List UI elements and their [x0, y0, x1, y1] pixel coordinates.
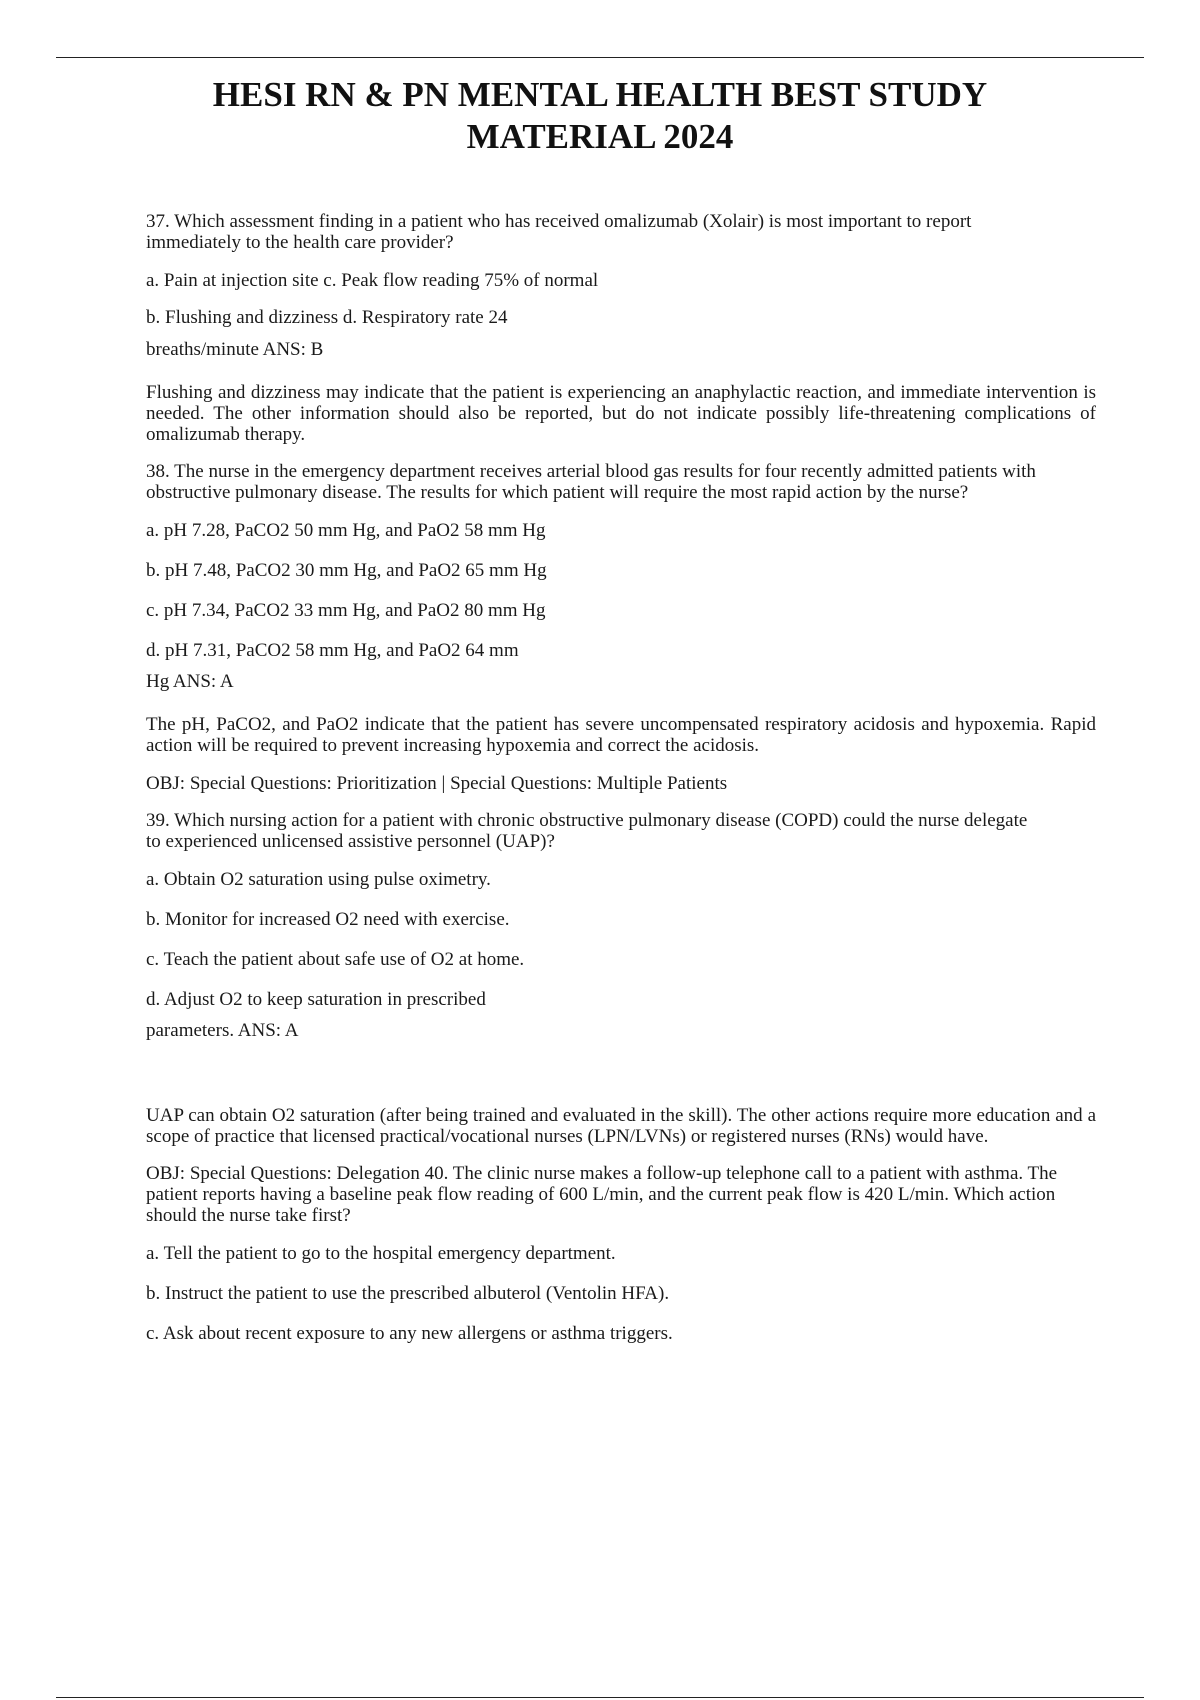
bottom-rule [56, 1697, 1144, 1698]
q40-question: OBJ: Special Questions: Delegation 40. The clinic nurse makes a follow-up telephone call to a patient with asthma. The patient reports having a baseline peak flow reading of 600 L/min, and the current peak flow is 420 L/min. Which action should the nurse take first? [146, 1163, 1058, 1226]
q38-option-d: d. pH 7.31, PaCO2 58 mm Hg, and PaO2 64 mm [146, 640, 519, 661]
q39-rationale: UAP can obtain O2 saturation (after being trained and evaluated in the skill). The other actions require more education and a scope of practice that licensed practical/vocational nurses (LPN/LVNs) or registered nurses (RNs) would have. [146, 1105, 1096, 1147]
q38-option-d-cont: Hg ANS: A [146, 671, 234, 692]
q38-option-b: b. pH 7.48, PaCO2 30 mm Hg, and PaO2 65 mm Hg [146, 560, 547, 581]
q39-option-b: b. Monitor for increased O2 need with exercise. [146, 909, 510, 930]
q38-rationale: The pH, PaCO2, and PaO2 indicate that the patient has severe uncompensated respiratory acidosis and hypoxemia. Rapid action will be required to prevent increasing hypoxemia and correct the acidosis. [146, 714, 1096, 756]
q39-option-c: c. Teach the patient about safe use of O2 at home. [146, 949, 525, 970]
q39-question: 39. Which nursing action for a patient with chronic obstructive pulmonary disease (COPD) could the nurse delegate to experienced unlicensed assistive personnel (UAP)? [146, 810, 1028, 852]
q39-option-d: d. Adjust O2 to keep saturation in prescribed [146, 989, 486, 1010]
q38-option-c: c. pH 7.34, PaCO2 33 mm Hg, and PaO2 80 mm Hg [146, 600, 546, 621]
q37-options-line-3: breaths/minute ANS: B [146, 339, 324, 360]
q37-rationale: Flushing and dizziness may indicate that the patient is experiencing an anaphylactic reaction, and immediate intervention is needed. The other information should also be reported, but do not indicate possibly life-threatening complications of omalizumab therapy. [146, 382, 1096, 445]
title-line-2: MATERIAL 2024 [466, 117, 734, 156]
q37-question: 37. Which assessment finding in a patient who has received omalizumab (Xolair) is most important to report immediately to the health care provider? [146, 211, 972, 253]
document-title [0, 74, 1200, 158]
q40-option-b: b. Instruct the patient to use the prescribed albuterol (Ventolin HFA). [146, 1283, 670, 1304]
top-rule [56, 57, 1144, 58]
q39-option-d-cont: parameters. ANS: A [146, 1020, 299, 1041]
title-line-1: HESI RN & PN MENTAL HEALTH BEST STUDY [212, 75, 988, 114]
q38-objective: OBJ: Special Questions: Prioritization | Special Questions: Multiple Patients [146, 773, 728, 794]
q37-options-line-1: a. Pain at injection site c. Peak flow reading 75% of normal [146, 270, 599, 291]
q40-option-c: c. Ask about recent exposure to any new allergens or asthma triggers. [146, 1323, 673, 1344]
q38-option-a: a. pH 7.28, PaCO2 50 mm Hg, and PaO2 58 mm Hg [146, 520, 546, 541]
q39-option-a: a. Obtain O2 saturation using pulse oximetry. [146, 869, 491, 890]
q38-question: 38. The nurse in the emergency department receives arterial blood gas results for four recently admitted patients with obstructive pulmonary disease. The results for which patient will require the most rapid action by the nurse? [146, 461, 1036, 503]
q40-option-a: a. Tell the patient to go to the hospital emergency department. [146, 1243, 616, 1264]
document-body [146, 211, 1096, 1344]
q37-options-line-2: b. Flushing and dizziness d. Respiratory rate 24 [146, 307, 508, 328]
